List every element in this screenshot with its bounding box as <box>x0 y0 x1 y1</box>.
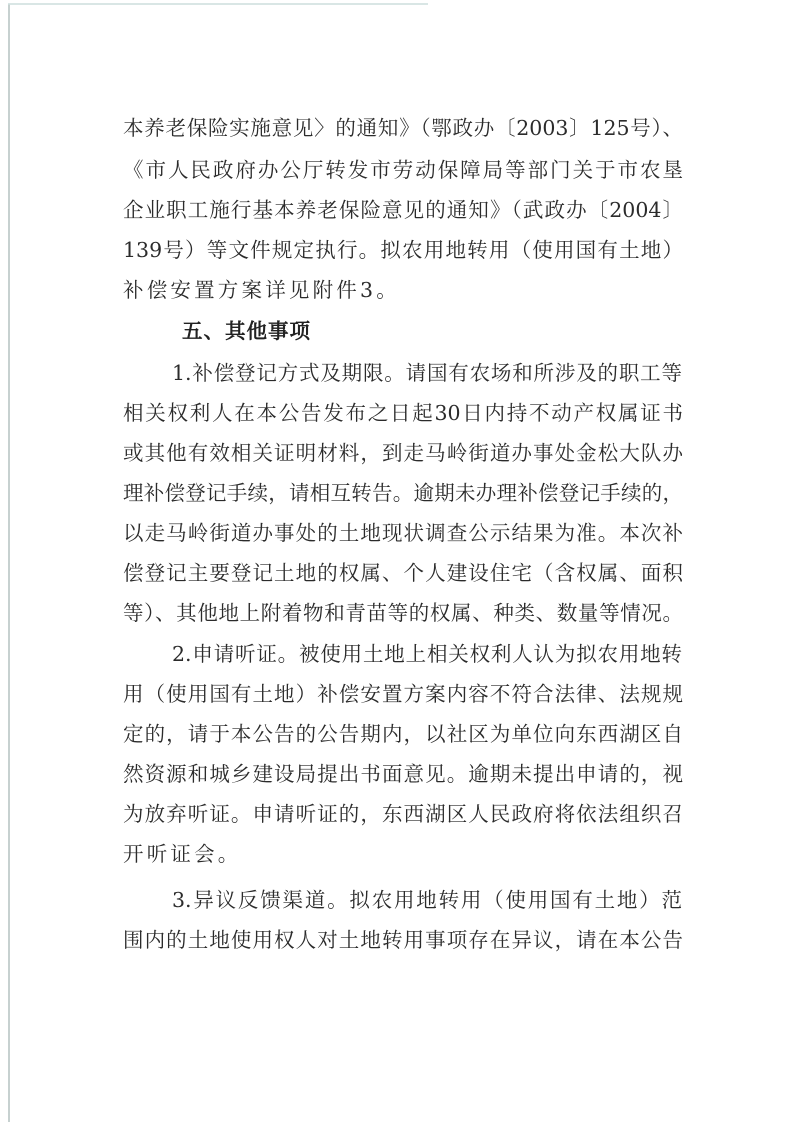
item3-line: 3.异议反馈渠道。拟农用地转用（使用国有土地）范 <box>172 888 682 912</box>
item1-line: 等）、其他地上附着物和青苗等的权属、种类、数量等情况。 <box>123 601 683 625</box>
item2-line-last: 开听证会。 <box>123 842 242 866</box>
scan-edge-top <box>8 3 428 5</box>
paragraph-line-last: 补偿安置方案详见附件3。 <box>123 278 400 302</box>
paragraph-line: 《市人民政府办公厅转发市劳动保障局等部门关于市农垦 <box>123 158 683 182</box>
item1-line: 理补偿登记手续，请相互转告。逾期未办理补偿登记手续的， <box>123 481 683 505</box>
item2-line: 定的，请于本公告的公告期内，以社区为单位向东西湖区自 <box>123 722 683 746</box>
scan-edge-left <box>8 4 10 1122</box>
paragraph-line: 企业职工施行基本养老保险意见的通知》（武政办〔2004〕 <box>123 198 683 222</box>
item2-line: 2.申请听证。被使用土地上相关权利人认为拟农用地转 <box>172 642 682 666</box>
item2-line: 用（使用国有土地）补偿安置方案内容不符合法律、法规规 <box>123 682 683 706</box>
item3-line: 围内的土地使用权人对土地转用事项存在异议，请在本公告 <box>123 928 683 952</box>
item2-line: 为放弃听证。申请听证的，东西湖区人民政府将依法组织召 <box>123 802 683 826</box>
section-heading: 五、其他事项 <box>182 319 311 343</box>
item1-line: 以走马岭街道办事处的土地现状调查公示结果为准。本次补 <box>123 521 683 545</box>
paragraph-line: 139号）等文件规定执行。拟农用地转用（使用国有土地） <box>123 238 683 262</box>
item1-line: 或其他有效相关证明材料，到走马岭街道办事处金松大队办 <box>123 441 683 465</box>
item1-line: 相关权利人在本公告发布之日起30日内持不动产权属证书 <box>123 401 683 425</box>
paragraph-line: 本养老保险实施意见〉的通知》（鄂政办〔2003〕125号）、 <box>123 116 683 140</box>
item1-line: 1.补偿登记方式及期限。请国有农场和所涉及的职工等 <box>172 361 682 385</box>
item1-line: 偿登记主要登记土地的权属、个人建设住宅（含权属、面积 <box>123 561 683 585</box>
item2-line: 然资源和城乡建设局提出书面意见。逾期未提出申请的，视 <box>123 762 683 786</box>
